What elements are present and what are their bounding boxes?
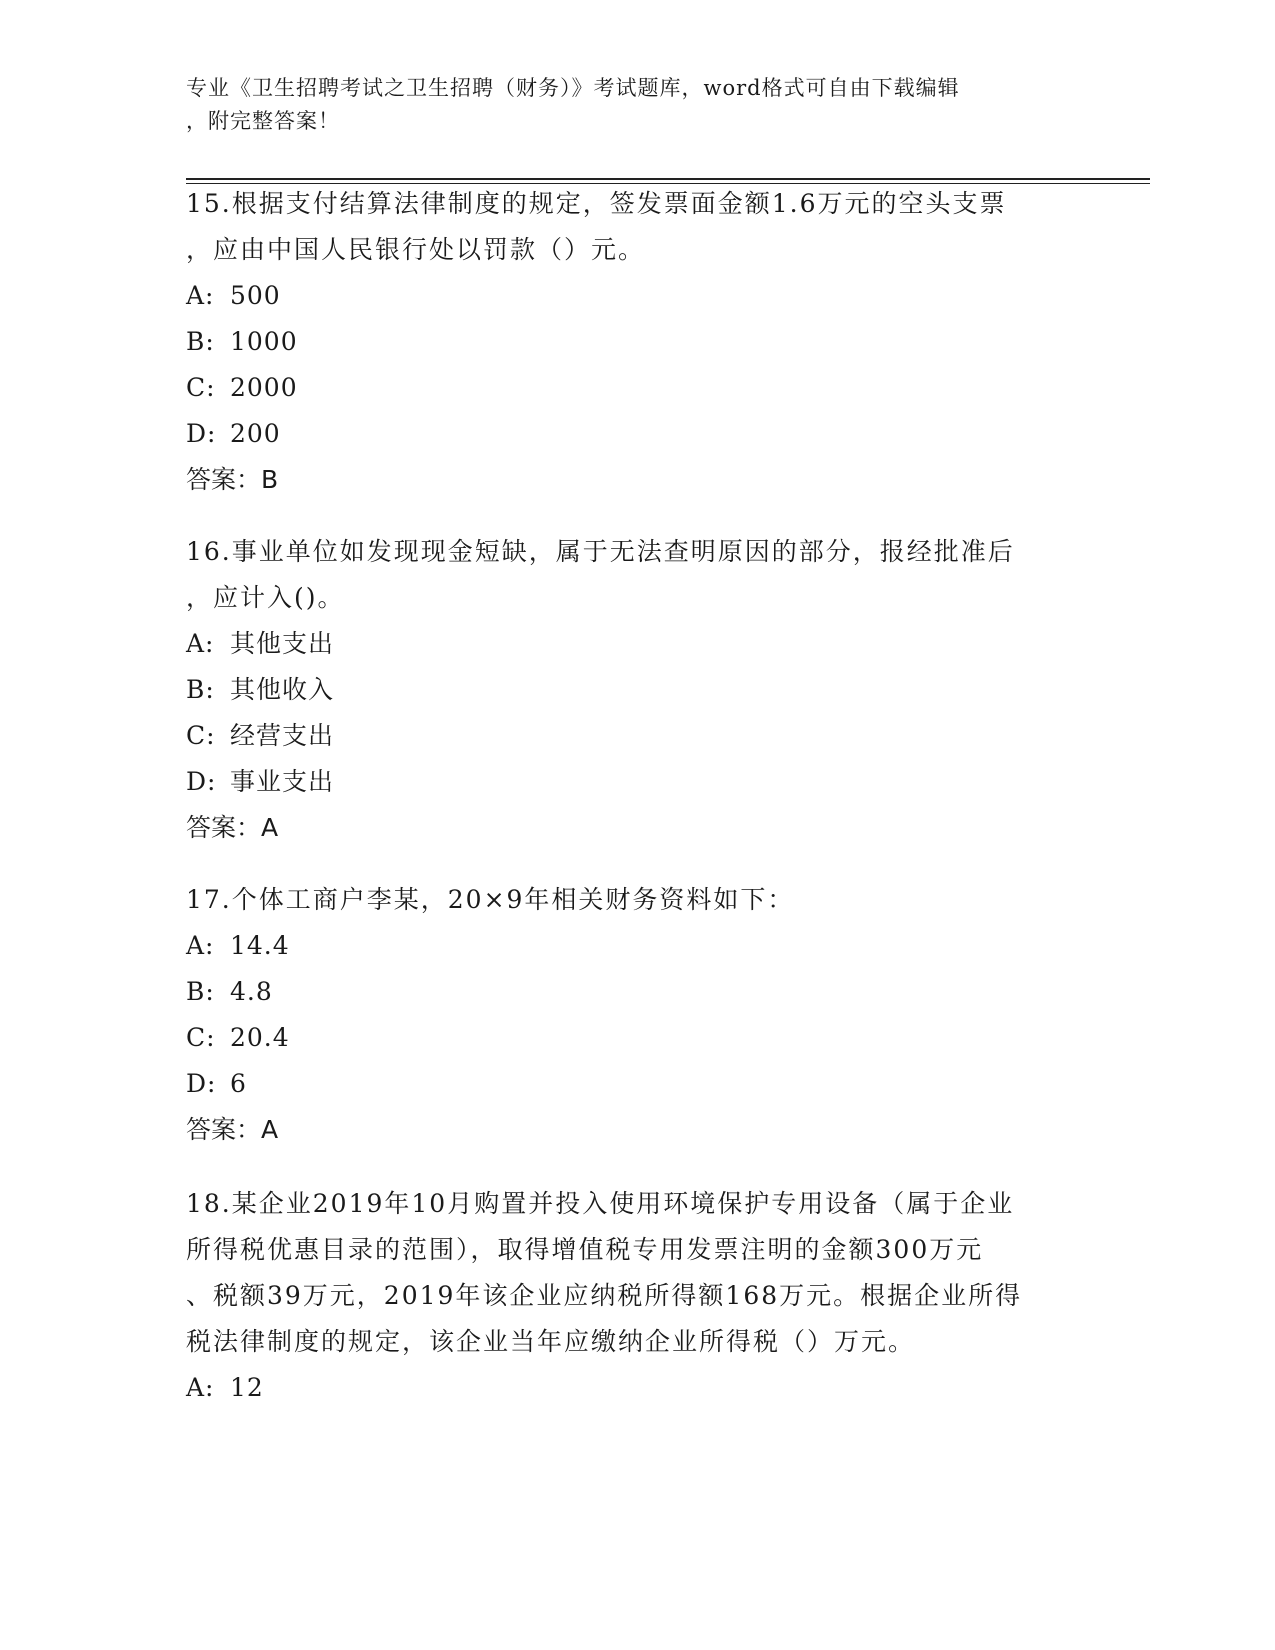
option-b: [186, 969, 1086, 1015]
option-d: [186, 411, 1086, 457]
header-divider: [186, 178, 1150, 180]
option-a: [186, 1365, 1086, 1411]
option-d: [186, 759, 1086, 805]
answer-line: 答案：A: [186, 813, 279, 842]
option-a: [186, 621, 1086, 667]
option-letter: C:: [186, 1023, 216, 1052]
option-letter: C:: [186, 373, 216, 402]
option-b: [186, 667, 1086, 713]
question-16: [186, 529, 1086, 851]
answer-line: 答案：B: [186, 465, 279, 494]
option-b: [186, 319, 1086, 365]
stem-line: ，应计入()。: [186, 583, 345, 612]
question-stem: [186, 1181, 1086, 1365]
stem-line: ，应由中国人民银行处以罚款（）元。: [186, 235, 646, 264]
option-letter: A:: [186, 629, 215, 658]
option-letter: C:: [186, 721, 216, 750]
question-18: [186, 1181, 1086, 1411]
option-text: 2000: [230, 373, 298, 402]
option-text: 14.4: [230, 931, 290, 960]
stem-line: 15.根据支付结算法律制度的规定，签发票面金额1.6万元的空头支票: [186, 189, 1007, 218]
stem-line: 所得税优惠目录的范围），取得增值税专用发票注明的金额300万元: [186, 1235, 984, 1264]
option-letter: D:: [186, 419, 217, 448]
question-15: [186, 181, 1086, 503]
option-letter: B:: [186, 327, 215, 356]
header-line: ，附完整答案！: [186, 109, 340, 133]
question-17: [186, 877, 1086, 1153]
option-text: 200: [230, 419, 281, 448]
option-text: 4.8: [230, 977, 273, 1006]
stem-line: 17.个体工商户李某，20×9年相关财务资料如下：: [186, 885, 795, 914]
question-stem: [186, 181, 1086, 273]
option-d: [186, 1061, 1086, 1107]
option-letter: D:: [186, 767, 217, 796]
option-text: 1000: [230, 327, 298, 356]
option-text: 12: [230, 1373, 264, 1402]
option-text: 事业支出: [230, 767, 335, 796]
question-stem: [186, 877, 1086, 923]
stem-line: 、税额39万元，2019年该企业应纳税所得额168万元。根据企业所得: [186, 1281, 1023, 1310]
option-c: [186, 1015, 1086, 1061]
option-letter: A:: [186, 1373, 215, 1402]
option-c: [186, 365, 1086, 411]
option-letter: A:: [186, 281, 215, 310]
answer-line: 答案：A: [186, 1115, 279, 1144]
option-letter: D:: [186, 1069, 217, 1098]
option-text: 500: [230, 281, 281, 310]
option-text: 其他支出: [230, 629, 335, 658]
stem-line: 18.某企业2019年10月购置并投入使用环境保护专用设备（属于企业: [186, 1189, 1015, 1218]
option-a: [186, 923, 1086, 969]
option-a: [186, 273, 1086, 319]
option-letter: B:: [186, 675, 215, 704]
option-letter: A:: [186, 931, 215, 960]
stem-line: 16.事业单位如发现现金短缺，属于无法查明原因的部分，报经批准后: [186, 537, 1015, 566]
option-text: 其他收入: [230, 675, 335, 704]
header-line: 专业《卫生招聘考试之卫生招聘（财务）》考试题库，word格式可自由下载编辑: [186, 76, 960, 100]
option-text: 20.4: [230, 1023, 290, 1052]
document-header: [186, 72, 1086, 138]
option-letter: B:: [186, 977, 215, 1006]
stem-line: 税法律制度的规定，该企业当年应缴纳企业所得税（）万元。: [186, 1327, 916, 1356]
option-c: [186, 713, 1086, 759]
question-stem: [186, 529, 1086, 621]
option-text: 经营支出: [230, 721, 335, 750]
option-text: 6: [230, 1069, 247, 1098]
